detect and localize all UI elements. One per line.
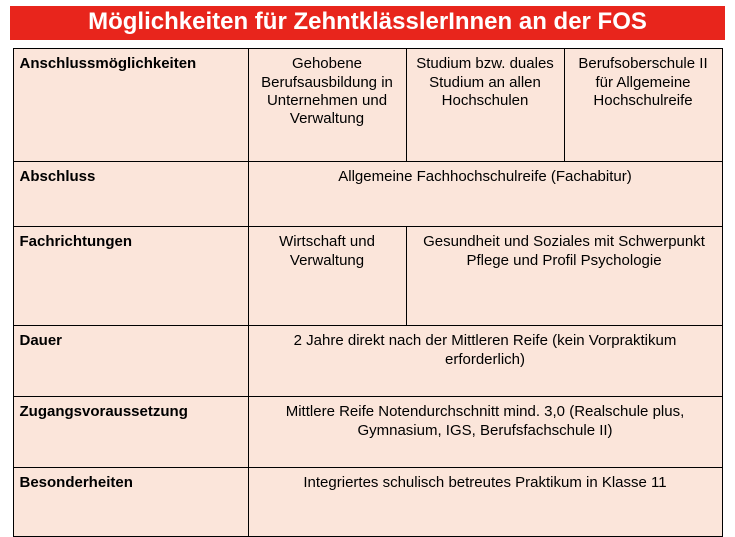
cell-abschluss: Allgemeine Fachhochschulreife (Fachabitur): [248, 162, 722, 227]
table-row: [13, 162, 722, 227]
row-header-besonderheiten: Besonderheiten: [13, 468, 248, 537]
row-header-zugangsvoraussetzung: Zugangsvoraussetzung: [13, 397, 248, 468]
table-row: [13, 397, 722, 468]
cell-anschluss-bos: Berufsoberschule II für Allgemeine Hochschulreife: [564, 49, 722, 162]
cell-anschluss-studium: Studium bzw. duales Studium an allen Hochschulen: [406, 49, 564, 162]
cell-anschluss-ausbildung: Gehobene Berufsausbildung in Unternehmen und Verwaltung: [248, 49, 406, 162]
row-header-abschluss: Abschluss: [13, 162, 248, 227]
options-table: [13, 48, 723, 537]
table-row: [13, 326, 722, 397]
row-header-fachrichtungen: Fachrichtungen: [13, 227, 248, 326]
row-header-dauer: Dauer: [13, 326, 248, 397]
cell-zugangsvoraussetzung: Mittlere Reife Notendurchschnitt mind. 3,0 (Realschule plus, Gymnasium, IGS, Berufsfachschule II): [248, 397, 722, 468]
cell-dauer: 2 Jahre direkt nach der Mittleren Reife (kein Vorpraktikum erforderlich): [248, 326, 722, 397]
cell-besonderheiten: Integriertes schulisch betreutes Praktikum in Klasse 11: [248, 468, 722, 537]
table-row: [13, 468, 722, 537]
cell-fachrichtung-gesundheit: Gesundheit und Soziales mit Schwerpunkt Pflege und Profil Psychologie: [406, 227, 722, 326]
table-row: [13, 227, 722, 326]
row-header-anschlussmoeglichkeiten: Anschlussmöglichkeiten: [13, 49, 248, 162]
cell-fachrichtung-wirtschaft: Wirtschaft und Verwaltung: [248, 227, 406, 326]
page-title: Möglichkeiten für ZehntklässlerInnen an der FOS: [10, 6, 725, 40]
table-row: [13, 49, 722, 162]
